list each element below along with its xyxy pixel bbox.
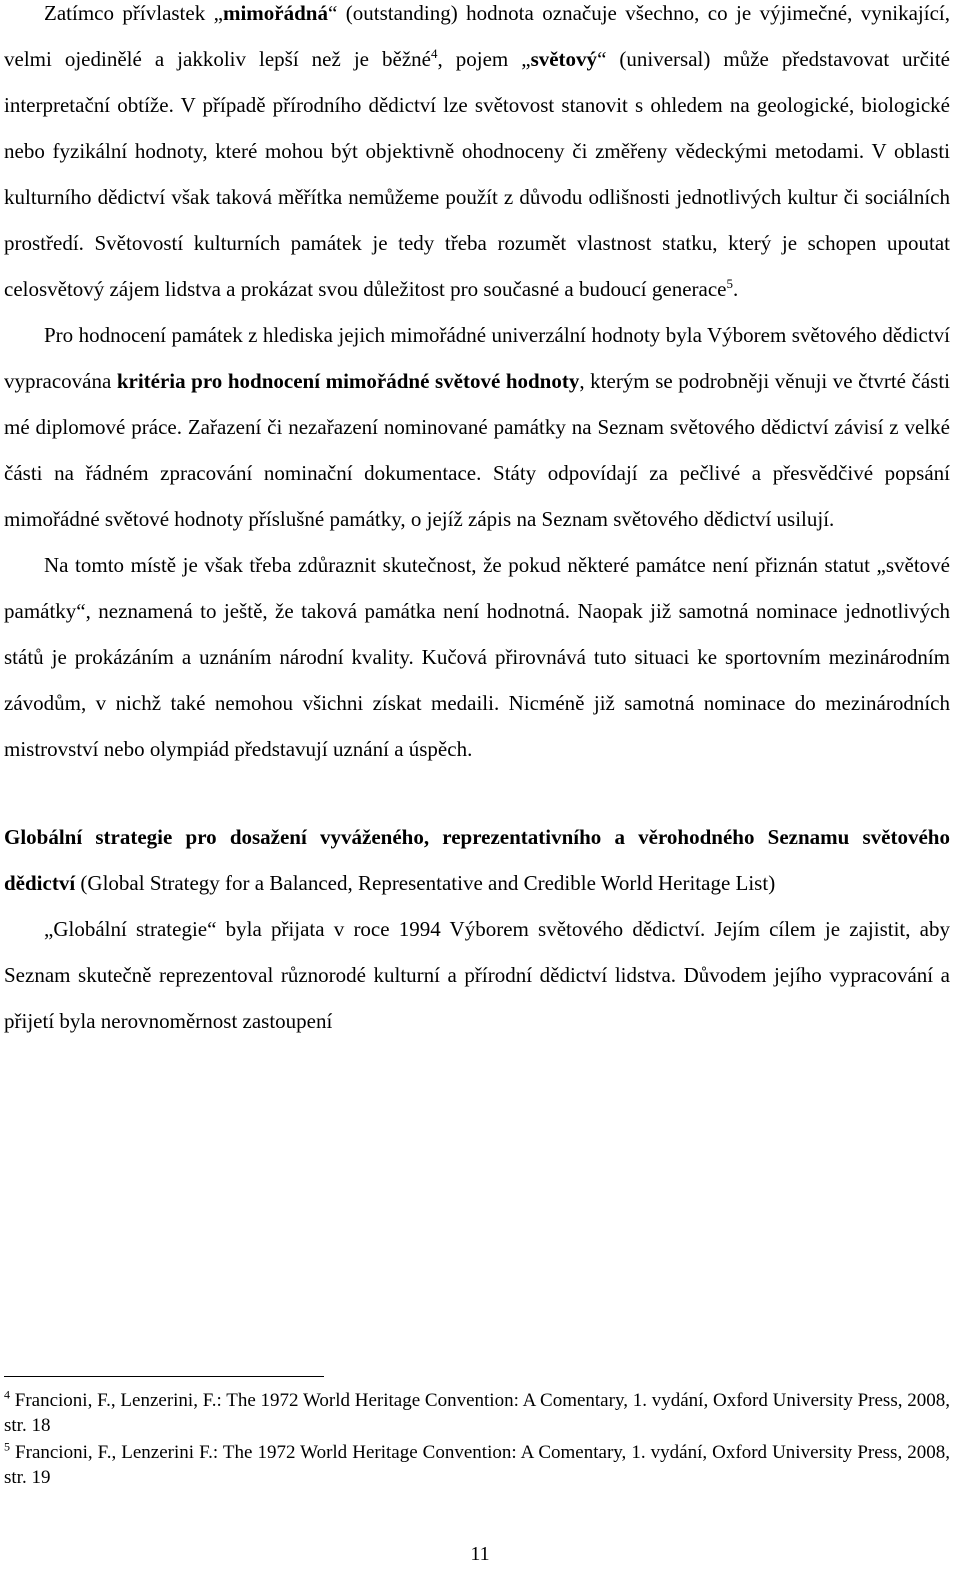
heading-english: (Global Strategy for a Balanced, Representative and Credible World Heritage List) bbox=[75, 871, 776, 895]
footnote-5 bbox=[4, 1440, 950, 1490]
text-run: “ (universal) může představovat určité interpretační obtíže. V případě přírodního dědictví lze světovost stanovit s ohledem na geologické, biologické nebo fyzikální hodnoty, které mohou být objektivně ohodnoceny či změřeny vědeckými metodami. V oblasti kulturního dědictví však taková měřítka nemůžeme použít z důvodu odlišnosti jednotlivých kultur či sociálních prostředí. Světovostí kulturních památek je tedy třeba rozumět vlastnost statku, který je schopen upoutat celosvětový zájem lidstva a prokázat svou důležitost pro současné a budoucí generace bbox=[4, 47, 950, 301]
footnote-ref-5: 5 bbox=[726, 276, 733, 291]
footnotes bbox=[4, 1388, 950, 1492]
paragraph-outstanding-universal bbox=[4, 0, 950, 312]
bold-term-svetovy: světový bbox=[530, 47, 598, 71]
paragraph-criteria bbox=[4, 312, 950, 542]
footnote-ref-4: 4 bbox=[430, 46, 438, 61]
footnote-number: 5 bbox=[4, 1439, 10, 1454]
footnote-number: 4 bbox=[4, 1387, 10, 1402]
footnote-divider bbox=[4, 1376, 324, 1377]
heading-bold: Globální strategie pro dosažení vyváženého, reprezentativního a věrohodného Seznamu světového dědictví bbox=[4, 825, 950, 895]
paragraph-nomination: Na tomto místě je však třeba zdůraznit skutečnost, že pokud některé památce není přiznán statut „světové památky“, neznamená to ještě, že taková památka není hodnotná. Naopak již samotná nominace jednotlivých států je prokázáním a uznáním národní kvality. Kučová přirovnává tuto situaci ke sportovním mezinárodním závodům, v nichž také nemohou všichni získat medaili. Nicméně již samotná nominace do mezinárodních mistrovství nebo olympiád představují uznání a úspěch. bbox=[4, 553, 950, 761]
text-run: Pro hodnocení památek z hlediska jejich mimořádné univerzální hodnoty byla Výborem světového dědictví vypracována bbox=[4, 323, 950, 393]
page-number: 11 bbox=[470, 1543, 490, 1565]
paragraph-global-strategy: „Globální strategie“ byla přijata v roce 1994 Výborem světového dědictví. Jejím cílem je zajistit, aby Seznam skutečně reprezentoval různorodé kulturní a přírodní dědictví lidstva. Důvodem jejího vypracování a přijetí byla nerovnoměrnost zastoupení bbox=[4, 917, 950, 1033]
footnote-text: Francioni, F., Lenzerini F.: The 1972 World Heritage Convention: A Comentary, 1. vydání, Oxford University Press, 2008, str. 19 bbox=[4, 1442, 950, 1488]
text-run: . bbox=[733, 277, 739, 301]
section-heading-global-strategy bbox=[4, 814, 950, 906]
text-run: Zatímco přívlastek „ bbox=[44, 1, 223, 25]
footnote-text: Francioni, F., Lenzerini, F.: The 1972 World Heritage Convention: A Comentary, 1. vydání, Oxford University Press, 2008, str. 18 bbox=[4, 1390, 950, 1436]
text-run: , pojem „ bbox=[437, 47, 531, 71]
text-run: , kterým se podrobněji věnuji ve čtvrté části mé diplomové práce. Zařazení či nezařazení nominované památky na Seznam světového dědictví závisí z velké části na řádném zpracování nominační dokumentace. Státy odpovídají za pečlivé a přesvědčivé popsání mimořádné světové hodnoty příslušné památky, o jejíž zápis na Seznam světového dědictví usilují. bbox=[4, 369, 951, 531]
text-run: “ (outstanding) hodnota označuje všechno, co je výjimečné, vynikající, velmi ojedinělé a jakkoliv lepší než je běžné bbox=[4, 1, 951, 71]
footnote-4 bbox=[4, 1388, 950, 1438]
document-page bbox=[4, 0, 950, 1044]
bold-term-mimoradna: mimořádná bbox=[222, 1, 328, 25]
bold-term-kriteria: kritéria pro hodnocení mimořádné světové hodnoty bbox=[116, 369, 580, 393]
